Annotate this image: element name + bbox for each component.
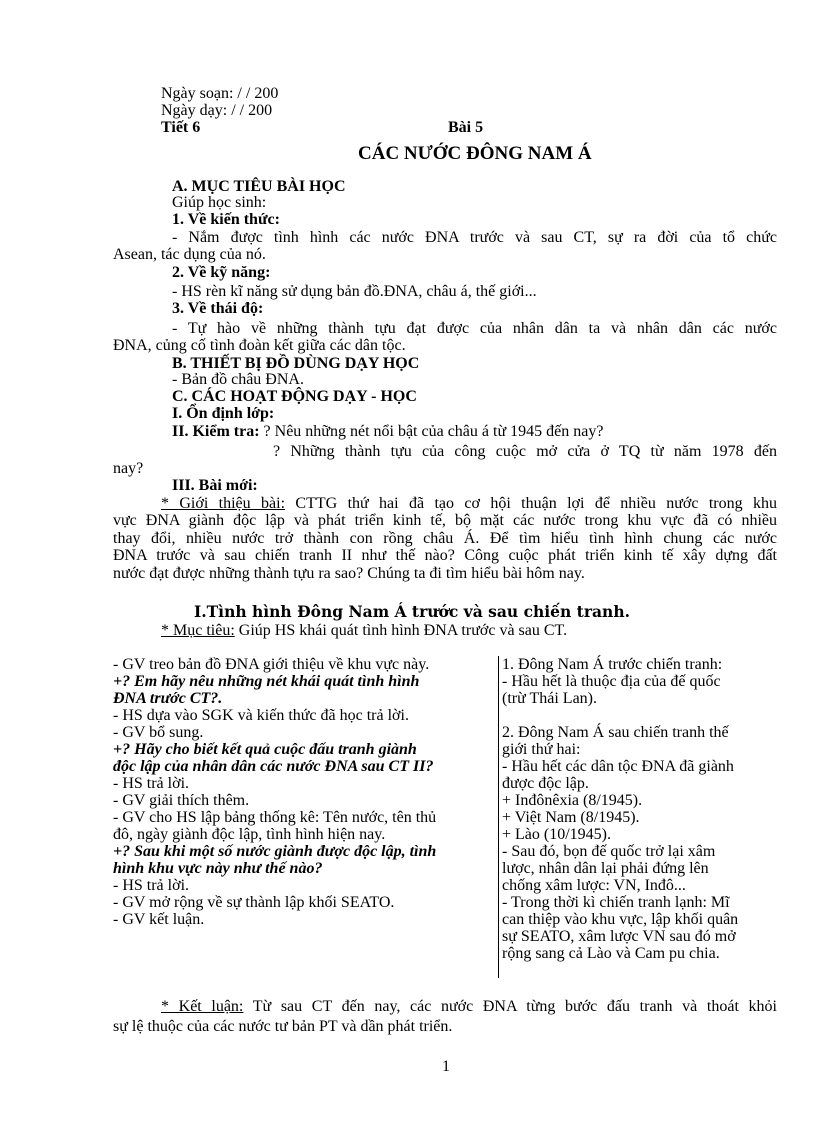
page-title: CÁC NƯỚC ĐÔNG NAM Á [358,143,592,164]
right-line: giới thứ hai: [502,741,581,758]
right-line: + Việt Nam (8/1945). [502,809,640,826]
section-c2-title: II. Kiểm tra: [172,423,260,440]
left-line: - HS trả lời. [113,877,190,894]
section-c3-title: III. Bài mới: [172,477,258,494]
ngay-day: Ngày dạy: / / 200 [161,102,273,119]
intro-line1-text: CTTG thứ hai đã tạo cơ hội thuận lợi để nhiều nước trong khu [285,495,777,512]
right-line: - Sau đó, bọn đế quốc trở lại xâm [502,843,716,860]
right-line: (trừ Thái Lan). [502,690,598,707]
left-line: - GV mở rộng về sự thành lập khối SEATO. [113,894,395,911]
section-3-line2: ĐNA, củng cố tình đoàn kết giữa các dân tộc. [113,337,406,354]
left-line: - GV kết luận. [113,911,205,928]
right-line: - Hầu hết là thuộc địa của đế quốc [502,673,721,690]
right-line: chống xâm lược: VN, Inđô... [502,877,686,894]
left-line: đô, ngày giành độc lập, tình hình hiện nay. [113,826,386,843]
section-a-intro: Giúp học sinh: [172,194,267,211]
left-line: - GV bổ sung. [113,724,204,741]
right-line: can thiệp vào khu vực, lập khối quân [502,911,739,928]
section-1-line2: Asean, tác dụng của nó. [113,246,266,263]
page-number: 1 [442,1058,450,1075]
intro-label: * Giới thiệu bài: [161,495,286,512]
right-line: + Inđônêxia (8/1945). [502,792,643,809]
right-line: - Trong thời kì chiến tranh lạnh: Mĩ [502,894,730,911]
section-c2-q1: ? Nêu những nét nổi bật của châu á từ 1945 đến nay? [263,423,604,440]
left-line: - GV cho HS lập bảng thống kê: Tên nước, tên thủ [113,809,437,826]
conclusion-line2: sự lệ thuộc của các nước tư bản PT và dần phát triển. [113,1018,453,1035]
intro-line1 [161,495,777,512]
left-question: +? Sau khi một số nước giành được độc lập, tình [113,843,437,860]
muc-tieu-label: * Mục tiêu: [161,622,235,639]
intro-line3: thay đổi, nhiều nước trở thành con rồng châu Á. Để tìm hiểu tình hình chung các nước [113,530,777,547]
left-line: - HS trả lời. [113,775,190,792]
part1-heading: I.Tình hình Đông Nam Á trước và sau chiến tranh. [194,602,630,621]
section-2-title: 2. Về kỹ năng: [172,264,271,281]
section-b-title: B. THIẾT BỊ ĐỒ DÙNG DẠY HỌC [172,355,420,372]
left-question: +? Em hãy nêu những nét khái quát tình hình [113,673,420,690]
section-3-title: 3. Về thái độ: [172,300,264,317]
section-c-title: C. CÁC HOẠT ĐỘNG DẠY - HỌC [172,388,417,405]
section-a-title: A. MỤC TIÊU BÀI HỌC [172,178,346,195]
section-1-title: 1. Về kiến thức: [172,211,280,228]
section-1-line1: - Nắm được tình hình các nước ĐNA trước và sau CT, sự ra đời của tổ chức [172,229,777,246]
right-line: được độc lập. [502,775,589,792]
left-question: +? Hãy cho biết kết quả cuộc đấu tranh giành [113,741,417,758]
intro-line5: nước đạt được những thành tựu ra sao? Chúng ta đi tìm hiểu bài hôm nay. [113,565,585,582]
right-line: + Lào (10/1945). [502,826,611,843]
bai-label: Bài 5 [448,119,484,136]
section-c2-q2-line1: ? Những thành tựu của công cuộc mở cửa ở TQ từ năm 1978 đến [273,443,777,460]
right-line: sự SEATO, xâm lược VN sau đó mở [502,928,736,945]
left-line: - HS dựa vào SGK và kiến thức đã học trả lời. [113,707,409,724]
content-column [498,656,784,978]
left-line: - GV giải thích thêm. [113,792,250,809]
tiet-label: Tiết 6 [161,119,201,136]
conclusion-line1 [161,998,777,1015]
conclusion-label: * Kết luận: [161,998,244,1015]
right-line: rộng sang cả Lào và Cam pu chia. [502,945,720,962]
left-question: độc lập của nhân dân các nước ĐNA sau CT II? [113,758,434,775]
left-line: - GV treo bản đồ ĐNA giới thiệu về khu vực này. [113,656,430,673]
section-b-text: - Bản đồ châu ĐNA. [172,371,304,388]
right-line: 1. Đông Nam Á trước chiến tranh: [502,656,723,673]
section-c1-title: I. Ổn định lớp: [172,405,275,422]
left-question: hình khu vực này như thế nào? [113,860,323,877]
activities-column [113,656,487,928]
section-c2-q2-line2: nay? [113,460,144,477]
right-line: lược, nhân dân lại phải đứng lên [502,860,709,877]
intro-line2: vực ĐNA giành độc lập và phát triển kinh tế, bộ mặt các nước trong khu vực đã có nhiều [113,512,777,529]
section-c2 [172,423,603,440]
intro-line4: ĐNA trước và sau chiến tranh II như thế nào? Công cuộc phát triển kinh tế xây dựng đất [113,547,777,564]
right-line: - Hầu hết các dân tộc ĐNA đã giành [502,758,734,775]
left-question: ĐNA trước CT?. [113,690,223,707]
muc-tieu-text: Giúp HS khái quát tình hình ĐNA trước và sau CT. [234,622,568,639]
section-3-line1: - Tự hào về những thành tựu đạt được của nhân dân ta và nhân dân các nước [172,320,777,337]
right-line: 2. Đông Nam Á sau chiến tranh thế [502,724,729,741]
part1-muc-tieu [161,622,567,639]
ngay-soan: Ngày soạn: / / 200 [161,85,279,102]
section-2-text: - HS rèn kĩ năng sử dụng bản đồ.ĐNA, châu á, thế giới... [172,283,537,300]
conclusion-line1-text: Từ sau CT đến nay, các nước ĐNA từng bước đấu tranh và thoát khỏi [243,998,778,1015]
